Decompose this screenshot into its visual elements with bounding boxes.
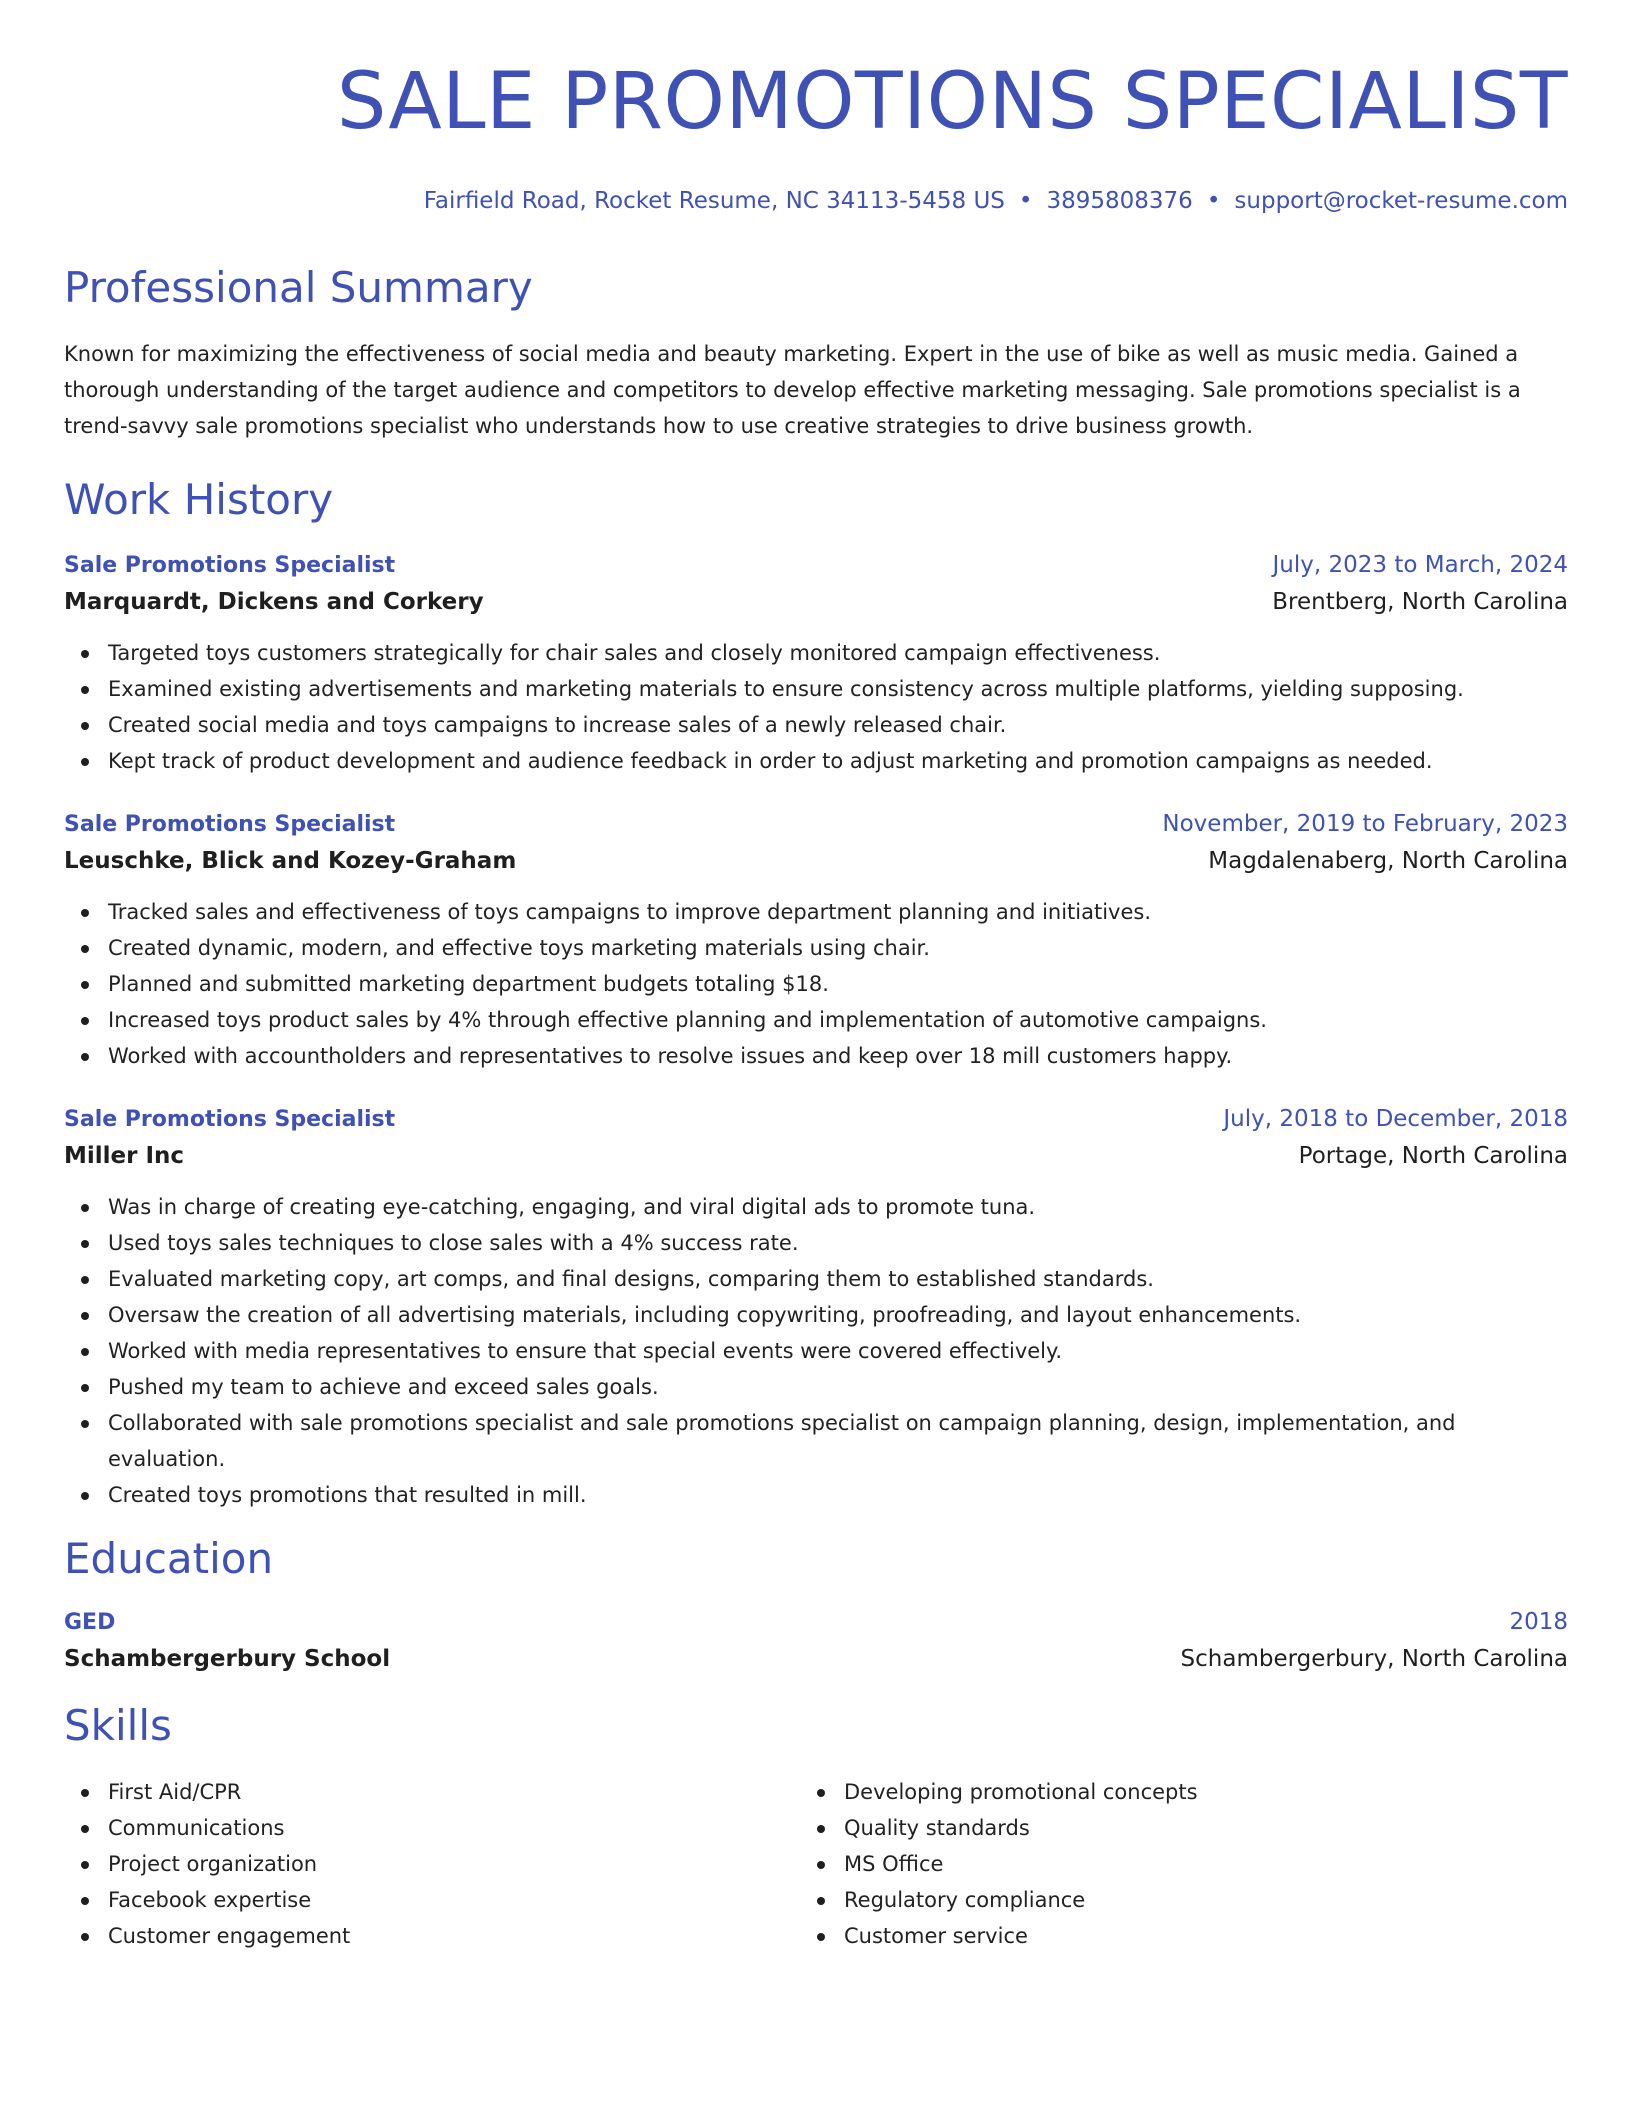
job-entry [64,548,1568,779]
job-location: Magdalenaberg, North Carolina [1208,848,1568,874]
job-bullet: Created social media and toys campaigns to increase sales of a newly released chair. [64,707,1568,743]
job-bullet: Kept track of product development and audience feedback in order to adjust marketing and promotion campaigns as needed. [64,743,1568,779]
job-bullet: Examined existing advertisements and marketing materials to ensure consistency across multiple platforms, yielding supposing. [64,671,1568,707]
job-bullets [64,1189,1568,1513]
job-bullet: Tracked sales and effectiveness of toys campaigns to improve department planning and initiatives. [64,894,1568,930]
summary-text: Known for maximizing the effectiveness of social media and beauty marketing. Expert in the use of bike as well as music media. Gained a thorough understanding of the target audience and competitors to develop effective marketing messaging. Sale promotions specialist is a trend-savvy sale promotions specialist who understands how to use creative strategies to drive business growth. [64,342,1521,438]
candidate-name: SALE PROMOTIONS SPECIALIST [336,57,1568,147]
education-degree: GED [64,1610,116,1635]
skills-column-left [64,1774,800,1954]
skills-list [64,1774,1568,1954]
job-role: Sale Promotions Specialist [64,553,396,578]
skill-item: MS Office [800,1846,1536,1882]
job-dates: November, 2019 to February, 2023 [1162,811,1568,837]
job-company: Marquardt, Dickens and Corkery [64,589,484,615]
job-role: Sale Promotions Specialist [64,1107,396,1132]
education-school: Schambergerbury School [64,1646,391,1672]
job-entry [64,807,1568,1074]
job-bullet: Worked with accountholders and representatives to resolve issues and keep over 18 mill customers happy. [64,1038,1568,1074]
job-bullet: Worked with media representatives to ensure that special events were covered effectively. [64,1333,1568,1369]
job-bullet: Increased toys product sales by 4% through effective planning and implementation of automotive campaigns. [64,1002,1568,1038]
skill-item: Quality standards [800,1810,1536,1846]
skill-item: Facebook expertise [64,1882,800,1918]
contact-phone: 3895808376 [1046,188,1193,214]
job-company: Leuschke, Blick and Kozey-Graham [64,848,517,874]
job-bullet: Pushed my team to achieve and exceed sales goals. [64,1369,1568,1405]
job-bullet: Evaluated marketing copy, art comps, and final designs, comparing them to established standards. [64,1261,1568,1297]
contact-separator: • [1206,188,1221,214]
skills-column-right [800,1774,1536,1954]
skill-item: First Aid/CPR [64,1774,800,1810]
skills-heading: Skills [64,1701,172,1750]
job-role: Sale Promotions Specialist [64,812,396,837]
job-bullet: Oversaw the creation of all advertising materials, including copywriting, proofreading, and layout enhancements. [64,1297,1568,1333]
job-bullet: Used toys sales techniques to close sales with a 4% success rate. [64,1225,1568,1261]
job-dates: July, 2018 to December, 2018 [1223,1106,1568,1132]
education-heading: Education [64,1534,274,1583]
skill-item: Project organization [64,1846,800,1882]
work-history-heading: Work History [64,475,334,524]
skill-item: Customer engagement [64,1918,800,1954]
job-bullets [64,894,1568,1074]
job-location: Portage, North Carolina [1298,1143,1568,1169]
contact-email: support@rocket-resume.com [1234,188,1568,214]
job-dates: July, 2023 to March, 2024 [1272,552,1568,578]
job-bullet: Planned and submitted marketing department budgets totaling $18. [64,966,1568,1002]
job-bullet: Created toys promotions that resulted in mill. [64,1477,1568,1513]
contact-separator: • [1018,188,1033,214]
skill-item: Developing promotional concepts [800,1774,1536,1810]
job-bullets [64,635,1568,779]
job-bullet: Collaborated with sale promotions specialist and sale promotions specialist on campaign planning, design, implementation, and evaluation. [64,1405,1568,1477]
contact-address: Fairfield Road, Rocket Resume, NC 34113-5458 US [423,188,1005,214]
job-entry [64,1102,1568,1513]
job-bullet: Created dynamic, modern, and effective toys marketing materials using chair. [64,930,1568,966]
job-location: Brentberg, North Carolina [1272,589,1568,615]
summary-heading: Professional Summary [64,263,533,312]
resume-header [64,52,1568,216]
job-bullet: Was in charge of creating eye-catching, engaging, and viral digital ads to promote tuna. [64,1189,1568,1225]
skill-item: Communications [64,1810,800,1846]
education-year: 2018 [1509,1609,1568,1635]
job-company: Miller Inc [64,1143,185,1169]
education-location: Schambergerbury, North Carolina [1180,1646,1568,1672]
skill-item: Regulatory compliance [800,1882,1536,1918]
contact-line [64,186,1568,216]
job-bullet: Targeted toys customers strategically for chair sales and closely monitored campaign effectiveness. [64,635,1568,671]
skill-item: Customer service [800,1918,1536,1954]
education-entry [64,1605,1568,1678]
